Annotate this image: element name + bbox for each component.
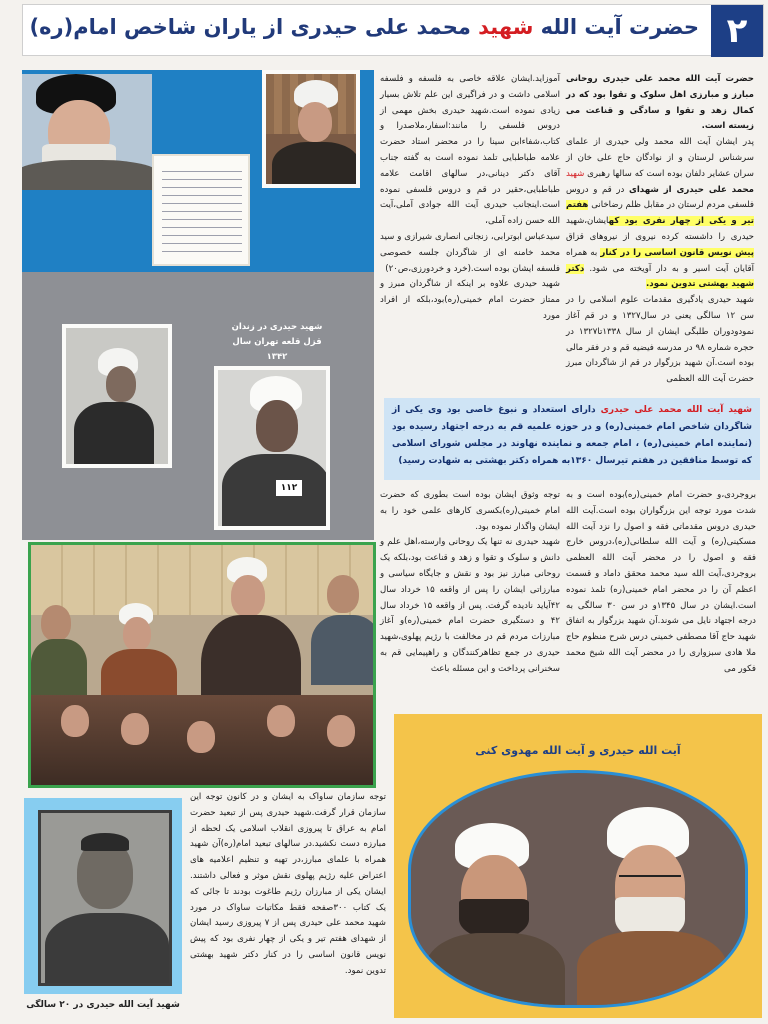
paragraph-teachers: بروجردی،و حضرت امام خمینی(ره)بوده است و به شدت مورد توجه این بزرگواران بوده است.آیت الله حیدری دروس مقدماتی فقه و اصول را نزد آیت الله مسکینی(ره) و آیت الله سلطانی(ره)،دروس خارج فقه و اصول را در محضر آیت الله العظمی بروجردی،آیت الله سید محمد محقق داماد و قسمت اعظم آن را در محضر امام خمینی(ره) تلمذ نموده است.ایشان در سال ۱۳۴۵و در سن ۳۰ سالگی به درجه اجتهاد نایل می شوند.آن شهید بزرگوار به اتفاق شهید حاج آقا مصطفی خمینی درس شرح منظوم حاج ملا هادی سبزواری را در محضر آیت الله شیخ محمد فکور می <box>566 490 756 674</box>
photo-group-speech <box>28 542 376 788</box>
article-column-middle-bottom <box>380 488 560 712</box>
photo-portrait-age-20 <box>38 810 172 986</box>
photo-leader <box>22 74 152 190</box>
photo-panel-top <box>22 70 374 272</box>
paragraph-savak: توجه سازمان ساواک به ایشان و در کانون توجه این سازمان قرار گرفت.شهید حیدری پس از تبعید حضرت امام به عراق تا پیروزی انقلاب اسلامی یک لحظه از مبارزه دست نکشید.در سالهای تبعید امام(ره)آن شهید همراه با علمای مبارز،در تهیه و تنظیم اعلامیه های اعتراض علیه رژیم پهلوی نقش موثر و فعالی داشتند. ایشان یکی از مبارزان رژیم طاغوت بودند تا جائی که یک کتاب ۳۰۰صفحه فقط مکاتبات ساواک در مورد شهید محمد علی حیدری پس از ۷ پیروزی رسید ایشان از شهدای هفتم تیر و یکی از چهار نفری بود که پیش نویس قانون اساسی را در کنار دکتر شهید بهشتی تدوین نمود. <box>190 792 386 976</box>
paragraph-philosophy: آموزاید.ایشان علاقه خاصی به فلسفه و فلسفه اسلامی داشت و در فراگیری این علم تلاش بسیار زیادی نموده است.شهید حیدری بخش مهمی از دروس فلسفی را مانند:اسفار،ملاصدرا و کتاب،شفاءابن سینا را در محضر استاد حضرت علامه طباطبایی تلمذ نموده است به گفته جناب آقای دکتر دینانی،در سالهای اقامت علامه طباطبایی،حقیر در قم و دروس فلسفی نموده است.اینجانب حیدری آیت الله جوادی آملی،آیت الله حسن زاده آملی، <box>380 74 560 227</box>
portrait-panel <box>24 798 182 994</box>
paragraph-political: شهید حیدری نه تنها یک روحانی وارسته،اهل علم و دانش و سلوک و تقوا و زهد و قناعت بود،بلکه یک روحانی مبارز نیز بود و نقش و جایگاه سیاسی و مبارزاتی ایشان را پس از واقعه ۱۵ خرداد سال ۴۲آیاید نادیده گرفت. پس از واقعه ۱۵ خرداد سال ۴۲ و دستگیری حضرت امام خمینی(ره)و آغاز مبارزات مردم قم در مخالفت با رژیم پهلوی،شهید حیدری در جمع تظاهرکنندگان و راهپیمایی قم به سخنرانی پرداخت و این مسئله باعث <box>380 537 560 674</box>
page-number: ۲ <box>711 5 763 57</box>
handwritten-note <box>152 154 250 266</box>
page-title: حضرت آیت الله شهید محمد علی حیدری از یاران شاخص امام(ره) <box>29 15 699 39</box>
photo-prison-2 <box>214 366 330 530</box>
prison-number-placard: ۱۱۲ <box>276 480 302 496</box>
paragraph-trust: شهید حیدری علاوه بر اینکه از شاگردان مبرز و ممتاز حضرت امام خمینی(ره)بود،بلکه از افراد مورد <box>380 279 560 321</box>
caption-prison-photo: شهید حیدری در زندان قزل قلعه تهران سال ۱۳۴۲ <box>231 322 323 362</box>
highlight-box: شهید آیت الله محمد علی حیدری دارای استعداد و نبوغ خاصی بود وی یکی از شاگردان شاخص امام خمینی(ره) و در حوزه علمیه قم به درجه اجتهاد رسیده بود (نماینده امام خمینی(ره) ، امام جمعه و نماینده نهاوند در مجلس شورای اسلامی که توسط منافقین در هفتم تیرسال ۱۳۶۰به همراه دکتر بهشتی به شهادت رسید) <box>384 398 760 480</box>
photo-panel-bottom-right <box>394 714 762 1018</box>
photo-prison-1 <box>62 324 172 468</box>
article-column-bottom-left <box>190 790 386 1022</box>
photo-panel-middle <box>22 272 374 540</box>
paragraph-students: سیدعباس ابوترابی، زنجانی انصاری شیرازی و سید محمد خامنه ای از شاگردان جلسه خصوصی فلسفه ایشان بوده است.(خرد و خردورزی،ص۲۰) <box>380 231 560 274</box>
photo-heydari-mahdavi <box>408 770 748 1008</box>
photo-cleric-desk <box>262 70 360 188</box>
article-column-middle-top <box>380 72 560 397</box>
paragraph-studies: شهید حیدری یادگیری مقدمات علوم اسلامی را در سن ۱۲ سالگی یعنی در سال۱۳۲۷ و در قم آغاز نمودودوران طلبگی ایشان از سال ۱۳۳۸تا۱۳۲۷ در حجره شماره ۹۸ در مدرسه فیضیه قم و در فقر مالی بوده است.آن شهید بزرگوار در قم از شاگردان مبرز حضرت آیت الله العظمی <box>566 295 754 385</box>
caption-portrait: شهید آیت الله حیدری در ۲۰ سالگی <box>26 1000 180 1010</box>
page-header <box>22 4 764 56</box>
caption-heydari-mahdavi: آیت الله حیدری و آیت الله مهدوی کنی <box>475 744 681 757</box>
article-column-right-bottom <box>566 488 756 712</box>
paragraph-intro: حضرت آیت الله محمد علی حیدری روحانی مبارز و مبارزی اهل سلوک و تقوا بود که در کمال زهد و تقوا و سادگی و قناعت می زیسته است. <box>566 74 754 132</box>
article-column-right-top <box>566 72 754 397</box>
paragraph-father: پدر ایشان آیت الله محمد ولی حیدری از علمای سرشناس لرستان و از نوادگان حاج علی خان از سران عشایر دلفان بوده است که سالها رهبری شهید محمد علی حیدری از شهدای در قم و دروس فلسفی مردم لرستان در مقابل ظلم رضاخانی هفتم تیر و یکی از چهار نفری بود کهایشان،شهید حیدری را داشسته کرده نیروی از نیروهای قزاق پیش نویس قانون اساسی را در کنار به همراه آقایان آیت اسیر و به دار آویخته می شود. دکتر شهید بهشتی تدوین نمود. <box>566 137 755 290</box>
paragraph-imam-trust: توجه وثوق ایشان بوده است بطوری که حضرت امام خمینی(ره)بکسری کارهای علمی خود را به ایشان واگذار نموده بود. <box>380 490 560 532</box>
